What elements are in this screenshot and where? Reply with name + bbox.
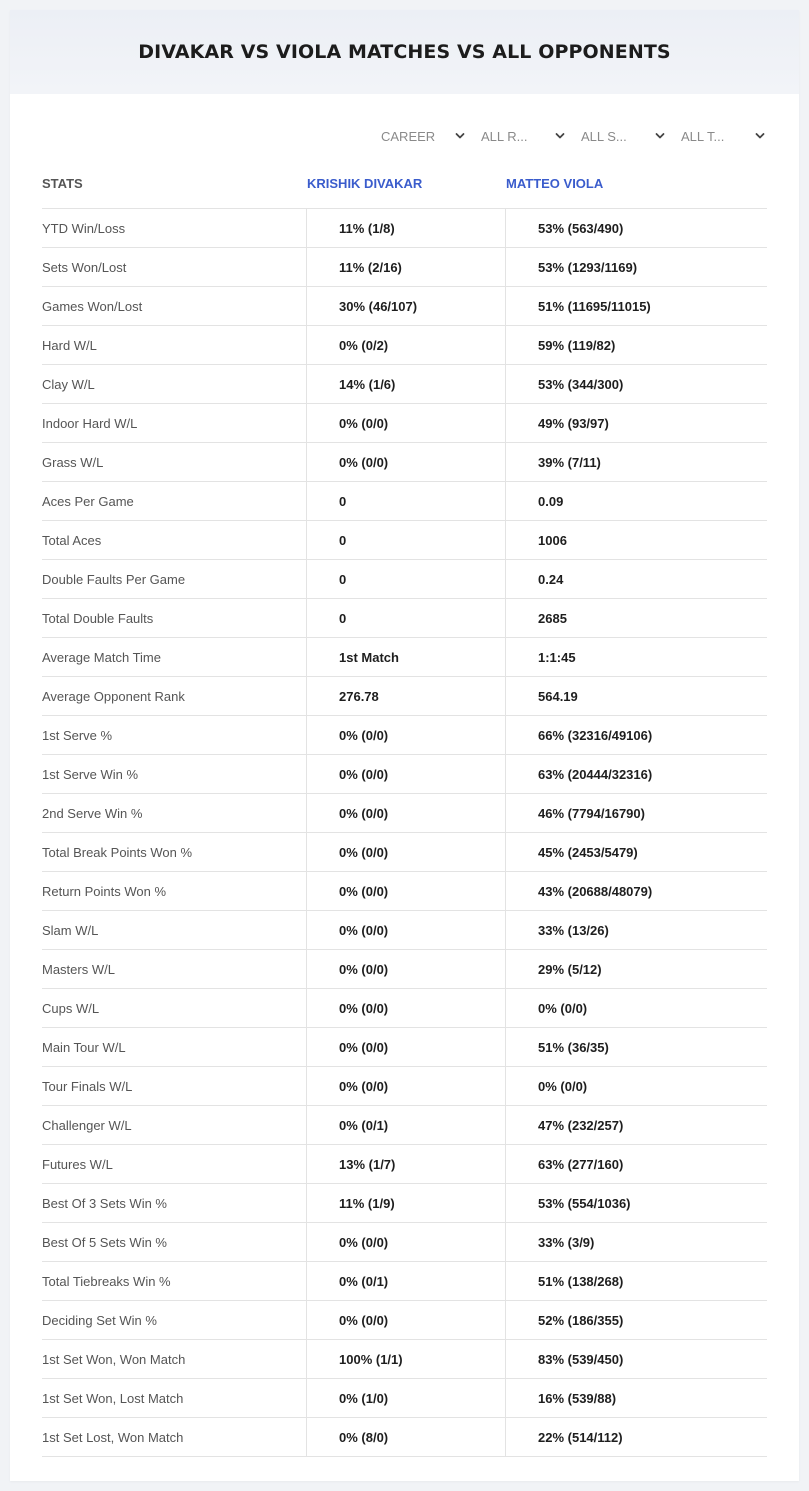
stat-label: Challenger W/L bbox=[42, 1106, 307, 1144]
table-row bbox=[42, 287, 767, 326]
player2-value: 0.24 bbox=[538, 571, 564, 587]
table-row bbox=[42, 560, 767, 599]
card-header bbox=[10, 10, 799, 94]
table-row bbox=[42, 404, 767, 443]
stat-label: Total Break Points Won % bbox=[42, 833, 307, 871]
player1-link[interactable]: KRISHIK DIVAKAR bbox=[307, 175, 423, 191]
stat-label: Sets Won/Lost bbox=[42, 248, 307, 286]
player1-value: 0 bbox=[307, 482, 506, 520]
player1-value: 30% (46/107) bbox=[307, 287, 506, 325]
stat-label: Futures W/L bbox=[42, 1145, 307, 1183]
table-header bbox=[42, 158, 767, 209]
player1-value: 0% (0/0) bbox=[307, 716, 506, 754]
player1-value: 0% (0/1) bbox=[307, 1106, 506, 1144]
player2-value: 51% (11695/11015) bbox=[538, 298, 651, 314]
player1-value: 0% (0/0) bbox=[307, 443, 506, 481]
player2-value: 22% (514/112) bbox=[538, 1429, 623, 1445]
player2-value: 1:1:45 bbox=[538, 649, 576, 665]
table-row bbox=[42, 443, 767, 482]
player2-value: 53% (344/300) bbox=[538, 376, 624, 392]
player2-value: 63% (20444/32316) bbox=[538, 766, 653, 782]
player1-value: 0% (8/0) bbox=[307, 1418, 506, 1456]
stat-label: 1st Serve % bbox=[42, 716, 307, 754]
player2-value: 33% (3/9) bbox=[538, 1234, 595, 1250]
table-body bbox=[42, 209, 767, 1457]
chevron-down-icon bbox=[655, 131, 665, 141]
player2-value: 16% (539/88) bbox=[538, 1390, 617, 1406]
table-row bbox=[42, 950, 767, 989]
table-row bbox=[42, 833, 767, 872]
stat-label: Total Aces bbox=[42, 521, 307, 559]
player2-value: 51% (138/268) bbox=[538, 1273, 624, 1289]
player1-value: 0% (0/0) bbox=[307, 833, 506, 871]
stat-label: Best Of 3 Sets Win % bbox=[42, 1184, 307, 1222]
player1-value: 0% (0/1) bbox=[307, 1262, 506, 1300]
player2-value: 39% (7/11) bbox=[538, 454, 601, 470]
stat-label: Deciding Set Win % bbox=[42, 1301, 307, 1339]
player2-value: 53% (554/1036) bbox=[538, 1195, 631, 1211]
player1-value: 0 bbox=[307, 599, 506, 637]
chevron-down-icon bbox=[555, 131, 565, 141]
player1-value: 0% (0/0) bbox=[307, 755, 506, 793]
table-row bbox=[42, 1145, 767, 1184]
player1-value: 0% (0/0) bbox=[307, 989, 506, 1027]
player1-value: 0% (0/0) bbox=[307, 872, 506, 910]
stat-label: Games Won/Lost bbox=[42, 287, 307, 325]
stat-label: 2nd Serve Win % bbox=[42, 794, 307, 832]
player2-value: 51% (36/35) bbox=[538, 1039, 609, 1055]
player2-value: 47% (232/257) bbox=[538, 1117, 624, 1133]
player2-value: 63% (277/160) bbox=[538, 1156, 624, 1172]
period-filter-select[interactable] bbox=[379, 126, 465, 146]
surface-filter-select[interactable] bbox=[579, 126, 665, 146]
player1-value: 0% (0/0) bbox=[307, 911, 506, 949]
table-row bbox=[42, 911, 767, 950]
player2-value: 33% (13/26) bbox=[538, 922, 609, 938]
player1-value: 0% (0/2) bbox=[307, 326, 506, 364]
stat-label: Average Match Time bbox=[42, 638, 307, 676]
table-row bbox=[42, 1301, 767, 1340]
player1-value: 0% (0/0) bbox=[307, 1301, 506, 1339]
tour-filter-select[interactable] bbox=[679, 126, 765, 146]
table-row bbox=[42, 794, 767, 833]
player1-value: 0% (0/0) bbox=[307, 404, 506, 442]
stat-label: YTD Win/Loss bbox=[42, 209, 307, 247]
player1-value: 11% (1/8) bbox=[307, 209, 506, 247]
player2-value: 45% (2453/5479) bbox=[538, 844, 638, 860]
table-row bbox=[42, 1418, 767, 1457]
player1-value: 0 bbox=[307, 521, 506, 559]
stat-label: Total Tiebreaks Win % bbox=[42, 1262, 307, 1300]
stat-label: Total Double Faults bbox=[42, 599, 307, 637]
player1-value: 276.78 bbox=[307, 677, 506, 715]
stat-label: Return Points Won % bbox=[42, 872, 307, 910]
stat-label: Clay W/L bbox=[42, 365, 307, 403]
table-row bbox=[42, 1028, 767, 1067]
player2-value: 49% (93/97) bbox=[538, 415, 609, 431]
player1-value: 0% (0/0) bbox=[307, 1028, 506, 1066]
player2-value: 0% (0/0) bbox=[538, 1078, 588, 1094]
player2-value: 29% (5/12) bbox=[538, 961, 602, 977]
stats-card bbox=[10, 10, 799, 1481]
table-row bbox=[42, 872, 767, 911]
table-row bbox=[42, 209, 767, 248]
player1-value: 13% (1/7) bbox=[307, 1145, 506, 1183]
player2-value: 0% (0/0) bbox=[538, 1000, 588, 1016]
player1-value: 0% (0/0) bbox=[307, 794, 506, 832]
table-row bbox=[42, 1184, 767, 1223]
player2-value: 0.09 bbox=[538, 493, 564, 509]
chevron-down-icon bbox=[455, 131, 465, 141]
player2-value: 83% (539/450) bbox=[538, 1351, 624, 1367]
table-row bbox=[42, 989, 767, 1028]
player2-value: 43% (20688/48079) bbox=[538, 883, 653, 899]
stat-label: 1st Serve Win % bbox=[42, 755, 307, 793]
player1-value: 0 bbox=[307, 560, 506, 598]
stat-label: Masters W/L bbox=[42, 950, 307, 988]
player2-value: 2685 bbox=[538, 610, 567, 626]
table-row bbox=[42, 599, 767, 638]
table-row bbox=[42, 1340, 767, 1379]
table-row bbox=[42, 482, 767, 521]
player2-link[interactable]: MATTEO VIOLA bbox=[506, 175, 604, 191]
table-row bbox=[42, 521, 767, 560]
stat-label: 1st Set Lost, Won Match bbox=[42, 1418, 307, 1456]
player2-value: 1006 bbox=[538, 532, 567, 548]
player2-value: 59% (119/82) bbox=[538, 337, 616, 353]
stat-label: Aces Per Game bbox=[42, 482, 307, 520]
stat-label: Tour Finals W/L bbox=[42, 1067, 307, 1105]
stat-label: 1st Set Won, Won Match bbox=[42, 1340, 307, 1378]
table-row bbox=[42, 755, 767, 794]
player1-value: 0% (0/0) bbox=[307, 950, 506, 988]
stat-label: Best Of 5 Sets Win % bbox=[42, 1223, 307, 1261]
stat-label: Main Tour W/L bbox=[42, 1028, 307, 1066]
stat-label: Slam W/L bbox=[42, 911, 307, 949]
player2-value: 52% (186/355) bbox=[538, 1312, 624, 1328]
stat-label: Grass W/L bbox=[42, 443, 307, 481]
player1-value: 0% (0/0) bbox=[307, 1223, 506, 1261]
stat-label: Average Opponent Rank bbox=[42, 677, 307, 715]
stat-label: Hard W/L bbox=[42, 326, 307, 364]
player2-value: 66% (32316/49106) bbox=[538, 727, 653, 743]
table-row bbox=[42, 326, 767, 365]
player1-value: 100% (1/1) bbox=[307, 1340, 506, 1378]
stat-label: Cups W/L bbox=[42, 989, 307, 1027]
table-row bbox=[42, 677, 767, 716]
tour-filter-label: ALL T... bbox=[681, 128, 725, 144]
table-row bbox=[42, 248, 767, 287]
filter-bar bbox=[379, 126, 765, 146]
player2-value: 53% (1293/1169) bbox=[538, 259, 638, 275]
period-filter-label: CAREER bbox=[381, 128, 436, 144]
table-row bbox=[42, 1223, 767, 1262]
stat-label: Indoor Hard W/L bbox=[42, 404, 307, 442]
stats-table bbox=[42, 158, 767, 1457]
table-row bbox=[42, 638, 767, 677]
round-filter-select[interactable] bbox=[479, 126, 565, 146]
round-filter-label: ALL R... bbox=[481, 128, 528, 144]
table-row bbox=[42, 1262, 767, 1301]
player1-value: 14% (1/6) bbox=[307, 365, 506, 403]
table-row bbox=[42, 1106, 767, 1145]
player1-value: 0% (1/0) bbox=[307, 1379, 506, 1417]
player2-value: 53% (563/490) bbox=[538, 220, 624, 236]
player2-value: 564.19 bbox=[538, 688, 578, 704]
surface-filter-label: ALL S... bbox=[581, 128, 627, 144]
table-row bbox=[42, 365, 767, 404]
table-row bbox=[42, 1379, 767, 1418]
stats-column-header: STATS bbox=[42, 175, 83, 191]
stat-label: Double Faults Per Game bbox=[42, 560, 307, 598]
player1-value: 1st Match bbox=[307, 638, 506, 676]
player1-value: 11% (2/16) bbox=[307, 248, 506, 286]
player1-value: 0% (0/0) bbox=[307, 1067, 506, 1105]
table-row bbox=[42, 1067, 767, 1106]
table-row bbox=[42, 716, 767, 755]
chevron-down-icon bbox=[755, 131, 765, 141]
page-title: DIVAKAR VS VIOLA MATCHES VS ALL OPPONENTS bbox=[138, 41, 671, 63]
stat-label: 1st Set Won, Lost Match bbox=[42, 1379, 307, 1417]
player2-value: 46% (7794/16790) bbox=[538, 805, 645, 821]
player1-value: 11% (1/9) bbox=[307, 1184, 506, 1222]
